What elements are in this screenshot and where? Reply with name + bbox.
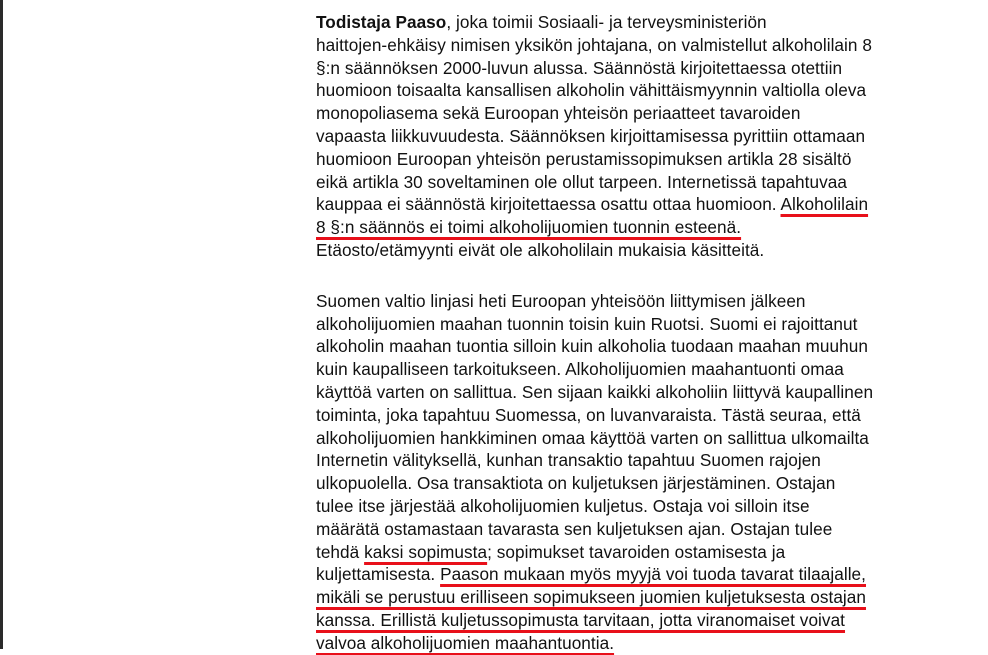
- text-line: vapaasta liikkuvuudesta. Säännöksen kirjoittamisessa pyrittiin ottamaan: [316, 125, 866, 146]
- text-line: kuin kaupalliseen tarkoitukseen. Alkoholijuomien maahantuonti omaa: [316, 359, 844, 380]
- text-line: käyttöä varten on sallittua. Sen sijaan kaikki alkoholiin liittyvä kaupallinen: [316, 381, 874, 402]
- text-line: toiminta, joka tapahtuu Suomessa, on luvanvaraista. Tästä seuraa, että: [316, 404, 861, 425]
- text-line: Etäosto/etämyynti eivät ole alkoholilain mukaisia käsitteitä.: [316, 239, 765, 260]
- underlined-highlight: kanssa. Erillistä kuljetussopimusta tarvitaan, jotta viranomaiset voivat: [316, 609, 846, 630]
- underlined-highlight: Paason mukaan myös myyjä voi tuoda tavarat tilaajalle,: [440, 564, 866, 585]
- underlined-highlight: kaksi sopimusta: [364, 541, 488, 562]
- text-line: §:n säännöksen 2000-luvun alussa. Säännöstä kirjoitettaessa otettiin: [316, 57, 843, 78]
- text-run: tehdä: [316, 541, 365, 562]
- text-run: kuljettamisesta.: [316, 564, 441, 585]
- text-line: haittojen-ehkäisy nimisen yksikön johtajana, on valmistellut alkoholilain 8: [316, 34, 872, 55]
- text-line: huomioon Euroopan yhteisön perustamissopimuksen artikla 28 sisältö: [316, 148, 852, 169]
- text-line: [316, 11, 980, 34]
- text-line: monopoliasema sekä Euroopan yhteisön periaatteet tavaroiden: [316, 103, 801, 124]
- text-line: alkoholijuomien maahan tuonnin toisin kuin Ruotsi. Suomi ei rajoittanut: [316, 313, 858, 334]
- text-line: [316, 586, 980, 609]
- text-line: ulkopuolella. Osa transaktiota on kuljetuksen järjestäminen. Ostajan: [316, 473, 836, 494]
- text-line: tulee itse järjestää alkoholijuomien kuljetus. Ostaja voi silloin itse: [316, 495, 810, 516]
- text-line: [316, 609, 980, 632]
- paragraph-2: [316, 290, 980, 655]
- text-line: [316, 541, 980, 564]
- text-run: kauppaa ei säännöstä kirjoitettaessa osattu ottaa huomioon.: [316, 194, 781, 215]
- underlined-highlight: 8 §:n säännös ei toimi alkoholijuomien tuonnin esteenä.: [316, 217, 742, 238]
- text-run: , joka toimii Sosiaali- ja terveysministeriön: [446, 12, 767, 32]
- document-body: [316, 11, 980, 655]
- underlined-highlight: valvoa alkoholijuomien maahantuontia.: [316, 632, 615, 653]
- text-line: määrätä ostamastaan tavarasta sen kuljetuksen ajan. Ostajan tulee: [316, 518, 833, 539]
- text-line: Suomen valtio linjasi heti Euroopan yhteisöön liittymisen jälkeen: [316, 290, 806, 311]
- text-line: [316, 193, 980, 216]
- text-line: [316, 563, 980, 586]
- underlined-highlight: mikäli se perustuu erilliseen sopimukseen juomien kuljetuksesta ostajan: [316, 587, 867, 608]
- text-line: alkoholin maahan tuontia silloin kuin alkoholia tuodaan maahan muuhun: [316, 336, 868, 357]
- text-line: [316, 632, 980, 655]
- text-line: alkoholijuomien hankkiminen omaa käyttöä varten on sallittua ulkomailta: [316, 427, 869, 448]
- text-line: huomioon toisaalta kansallisen alkoholin vähittäismyynnin valtiolla oleva: [316, 80, 867, 101]
- text-line: [316, 216, 980, 239]
- paragraph-1: [316, 11, 980, 262]
- witness-name: Todistaja Paaso: [316, 12, 447, 32]
- page-left-edge: [0, 0, 3, 649]
- text-line: eikä artikla 30 soveltaminen ole ollut tarpeen. Internetissä tapahtuvaa: [316, 171, 847, 192]
- underlined-highlight: Alkoholilain: [780, 194, 869, 215]
- paragraph-gap: [316, 262, 980, 290]
- text-line: Internetin välityksellä, kunhan transaktio tapahtuu Suomen rajojen: [316, 450, 821, 471]
- text-run: ; sopimukset tavaroiden ostamisesta ja: [487, 541, 786, 562]
